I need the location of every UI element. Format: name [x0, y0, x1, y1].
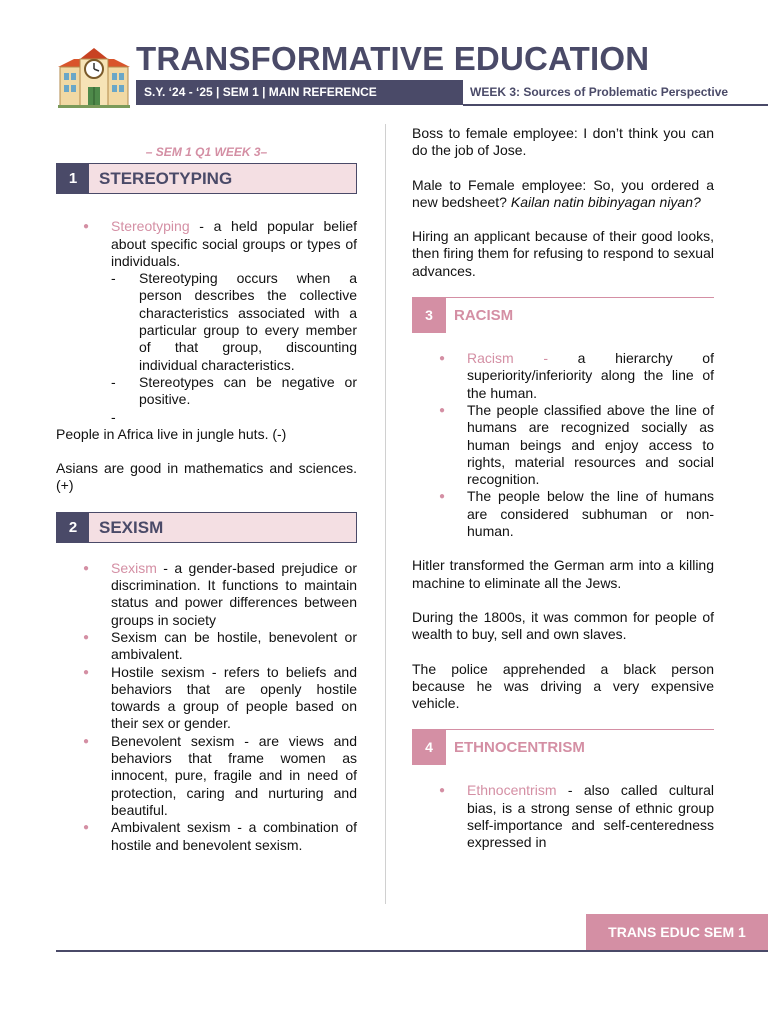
section-number: 1 [57, 164, 89, 193]
week-label: WEEK 3: Sources of Problematic Perspective [470, 85, 729, 99]
section-title: STEREOTYPING [99, 169, 233, 189]
stereotyping-list [83, 218, 357, 270]
section-number: 4 [412, 730, 446, 765]
example: Asians are good in mathematics and sciences. (+) [56, 460, 357, 494]
list-item: ● Sexism - a gender-based prejudice or discrimination. It functions to maintain status and power differences between groups in society [83, 560, 357, 629]
list-item: ● Racism - a hierarchy of superiority/inferiority along the line of the human. [439, 350, 714, 402]
right-column [412, 125, 714, 852]
list-item: - Stereotyping occurs when a person describes the collective characteristics associated with a particular group to every member of that group, discounting individual characteristics. [111, 270, 357, 374]
example: Male to Female employee: So, you ordered a new bedsheet? Kailan natin bibinyagan niyan? [412, 176, 714, 210]
list-item: ● Benevolent sexism - are views and behaviors that frame women as innocent, pure, fragile and in need of protection, caring and nurturing and beautiful. [83, 733, 357, 819]
section-title: RACISM [454, 306, 514, 324]
list-item [111, 409, 357, 426]
footer-tab: TRANS EDUC SEM 1 [586, 914, 768, 950]
left-column [56, 144, 357, 854]
ethnocentrism-list [439, 782, 714, 851]
header-underline [463, 104, 768, 106]
column-divider [385, 124, 386, 904]
list-item: ● Ambivalent sexism - a combination of hostile and benevolent sexism. [83, 819, 357, 854]
example: Hitler transformed the German arm into a killing machine to eliminate all the Jews. [412, 557, 714, 591]
school-building-clock-icon [56, 45, 132, 109]
example: The police apprehended a black person because he was driving a very expensive vehicle. [412, 660, 714, 712]
meta-bar: S.Y. ‘24 - ‘25 | SEM 1 | MAIN REFERENCE [136, 80, 463, 105]
example: Hiring an applicant because of their good looks, then firing them for refusing to respond to sexual advances. [412, 228, 714, 279]
list-item: ● Sexism can be hostile, benevolent or ambivalent. [83, 629, 357, 664]
racism-list [439, 350, 714, 540]
section-title: ETHNOCENTRISM [454, 739, 585, 757]
example: People in Africa live in jungle huts. (-) [56, 425, 287, 442]
section-title: SEXISM [99, 517, 164, 537]
list-item: ● Ethnocentrism - also called cultural bias, is a strong sense of ethnic group self-importance and self-centeredness expressed in [439, 782, 714, 851]
section-header-sexism [56, 512, 357, 543]
sexism-list [83, 560, 357, 854]
section-number: 2 [57, 513, 89, 542]
list-item: ● The people classified above the line of humans are recognized socially as human beings and enjoy access to rights, material resources and social recognition. [439, 402, 714, 488]
stereotyping-sublist [111, 270, 357, 426]
term: Sexism [111, 559, 157, 576]
example: During the 1800s, it was common for people of wealth to buy, sell and own slaves. [412, 608, 714, 643]
list-item: ● Hostile sexism - refers to beliefs and behaviors that are openly hostile towards a group of people based on their sex or gender. [83, 664, 357, 733]
term: Ethnocentrism [467, 782, 557, 799]
section-header-stereotyping [56, 163, 357, 194]
term: Racism - [467, 350, 548, 367]
list-item: ● The people below the line of humans are considered subhuman or non-human. [439, 488, 714, 540]
list-item: ● Stereotyping - a held popular belief about specific social groups or types of individuals. [83, 218, 357, 270]
footer-line [56, 950, 768, 952]
term: Stereotyping [111, 218, 190, 235]
section-header-ethnocentrism [412, 729, 714, 765]
list-item: - Stereotypes can be negative or positive. [111, 374, 357, 409]
section-header-racism [412, 297, 714, 333]
page-title: TRANSFORMATIVE EDUCATION [136, 40, 650, 77]
example: Boss to female employee: I don’t think you can do the job of Jose. [412, 125, 714, 159]
section-number: 3 [412, 298, 446, 333]
subheading: – SEM 1 Q1 WEEK 3– [145, 145, 268, 159]
